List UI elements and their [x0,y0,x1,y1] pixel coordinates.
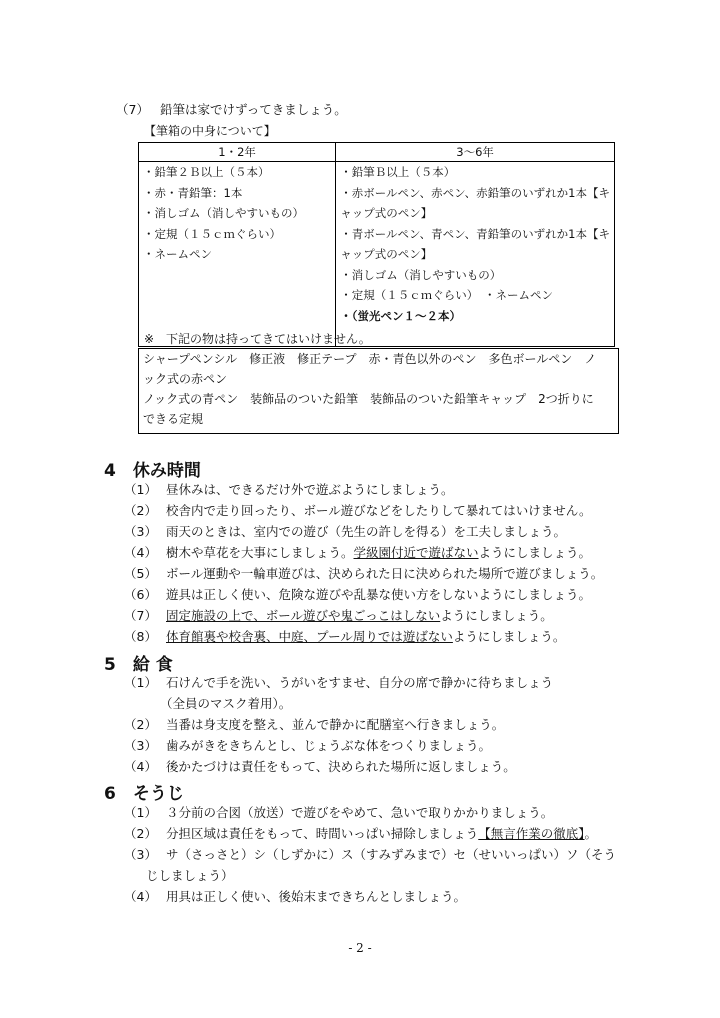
item-text: じしましょう） [146,868,234,883]
item-text: 雨天のときは、室内での遊び（先生の許しを得る）を工夫しましょう。 [166,524,567,539]
col2-item: ・（蛍光ペン１～２本） [340,308,461,323]
col1-item: ・赤・青鉛筆：1本 [143,185,243,200]
list-item [124,715,505,735]
item-text: サ（さっさと）シ（しずかに）ス（すみずみまで）セ（せいいっぱい）ソ（そう [166,847,617,862]
item-number: （4） [124,759,157,774]
item-text: ようにしましょう。 [440,608,553,623]
col2-item: ・消しゴム（消しやすいもの） [340,267,502,282]
item-number: （4） [124,889,157,904]
item-text: ようにしましょう。 [478,545,592,560]
item-number: （4） [124,545,157,560]
item-text: 後かたづけは責任をもって、決められた場所に返しましょう。 [166,759,516,774]
col2-item: ・定規（１５ｃｍぐらい） ・ネームペン [340,288,553,302]
pencase-caption: 【筆箱の中身について】 [144,124,276,138]
forbidden-box [138,348,619,434]
item-text: 分担区域は責任をもって、時間いっぱい掃除しましょう [166,826,479,841]
item-text: 遊具は正しく使い、危険な遊びや乱暴な使い方をしないようにしましょう。 [166,587,592,602]
item-number: （1） [124,675,157,690]
item-underlined: 固定施設の上で、ボール遊びや鬼ごっこはしない [166,608,441,623]
col2-item: ・鉛筆Ｂ以上（５本） [340,165,456,179]
list-item [124,585,592,605]
item-number: （5） [124,566,157,581]
item-text: ボール運動や一輪車遊びは、決められた日に決められた場所で遊びましょう。 [166,566,604,581]
section5-title: 5 給 食 [104,655,173,675]
item-text: ようにしましょう。 [452,629,566,644]
item-number: （2） [124,717,157,732]
item-text: 。 [584,826,598,841]
item-number: （3） [124,738,157,753]
item-number: （6） [124,587,157,602]
item-number: （2） [124,503,157,518]
list-item [124,627,566,647]
item-text: 当番は身支度を整え、並んで静かに配膳室へ行きましょう。 [166,717,505,732]
list-item [124,606,553,626]
item-text: （全員のマスク着用）。 [160,696,292,711]
list-item [124,673,554,693]
list-item [124,480,454,500]
forbidden-note: ※ 下記の物は持ってきてはいけません。 [144,332,371,346]
item-number: （2） [124,826,157,841]
col2-item: ・青ボールペン、青ペン、青鉛筆のいずれか1本【キ [340,226,610,241]
section4-title: 4 休み時間 [104,461,201,481]
col1-item: ・鉛筆２Ｂ以上（５本） [143,165,270,179]
section6-title: 6 そうじ [104,784,184,804]
item-text: ３分前の合図（放送）で遊びをやめて、急いで取りかかりましょう。 [166,805,554,820]
col1-cell [139,162,336,347]
item-text: 石けんで手を洗い、うがいをすませ、自分の席で静かに待ちましょう [166,675,554,690]
item-text: 校舎内で走り回ったり、ボール遊びなどをしたりして暴れてはいけません。 [166,503,592,518]
page-number: - 2 - [348,941,372,955]
col1-item: ・ネームペン [143,247,212,261]
item7-text: 鉛筆は家でけずってきましょう。 [160,102,347,117]
item-text: 歯みがきをきちんとし、じょうぶな体をつくりましょう。 [166,738,492,753]
list-item [124,803,554,823]
item-number: （3） [124,524,157,539]
col2-cell [336,162,615,347]
list-item [124,757,516,777]
col2-item: ャップ式のペン】 [340,206,433,220]
forbidden-line: ノック式の青ペン 装飾品のついた鉛筆 装飾品のついた鉛筆キャップ 2つ折りに [143,392,594,406]
list-item [124,564,604,584]
col1-header: 1・2年 [139,143,336,162]
item-text: 用具は正しく使い、後始末まできちんとしましょう。 [166,889,467,904]
col1-item: ・消しゴム（消しやすいもの） [143,206,304,220]
item-underlined: 体育館裏や校舎裏、中庭、プール周りでは遊ばない [166,629,453,644]
list-item [124,522,567,542]
item-underlined: 【無言作業の徹底】 [478,826,585,841]
forbidden-line: ック式の赤ペン [143,372,228,386]
item-text: 樹木や草花を大事にしましょう。 [166,545,354,560]
list-item [124,845,617,865]
item7-number: （7） [116,102,149,117]
item-number: （1） [124,805,157,820]
item-number: （8） [124,629,157,644]
list-item [124,736,492,756]
item-number: （1） [124,482,157,497]
forbidden-line: シャープペンシル 修正液 修正テープ 赤・青色以外のペン 多色ボールペン ノ [143,352,597,366]
item-underlined: 学級園付近で遊ばない [353,545,479,560]
pencase-table [138,142,615,347]
col2-item: ・赤ボールペン、赤ペン、赤鉛筆のいずれか1本【キ [340,185,610,200]
col1-item: ・定規（１５ｃｍぐらい） [143,226,281,241]
forbidden-line: できる定規 [143,412,204,426]
list-item [124,501,592,521]
list-item [124,543,592,563]
item-text: 昼休みは、できるだけ外で遊ぶようにしましょう。 [166,482,454,497]
list-item [124,824,598,844]
list-item [124,887,467,907]
col2-item: ャップ式のペン】 [340,247,433,261]
item-number: （3） [124,847,157,862]
item-number: （7） [124,608,157,623]
col2-header: 3～6年 [336,143,615,162]
